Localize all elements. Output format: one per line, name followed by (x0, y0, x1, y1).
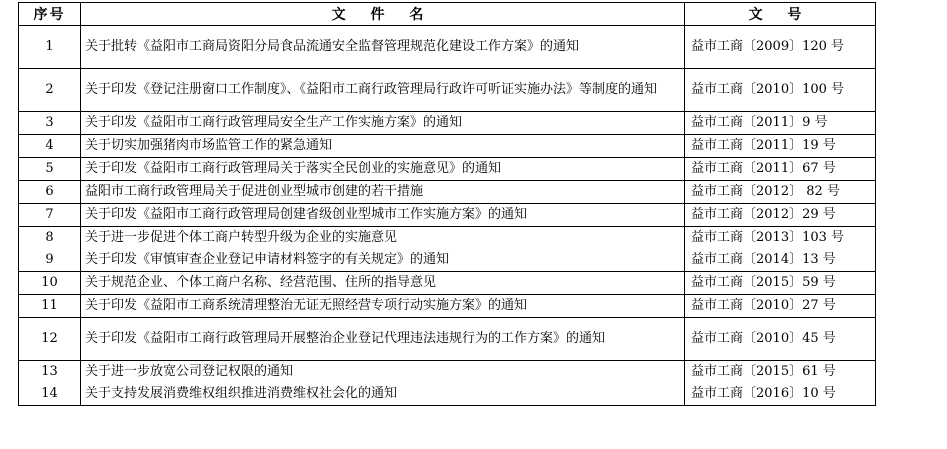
row-title: 关于规范企业、个体工商户名称、经营范围、住所的指导意见 (81, 272, 685, 295)
row-seq: 2 (19, 69, 81, 112)
table-row (19, 295, 876, 318)
header-seq: 序号 (19, 3, 81, 26)
row-title: 关于进一步促进个体工商户转型升级为企业的实施意见 (81, 227, 685, 250)
row-seq: 3 (19, 112, 81, 135)
row-docnum: 益市工商〔2010〕100 号 (685, 69, 876, 112)
row-title: 关于印发《审慎审查企业登记申请材料签字的有关规定》的通知 (81, 249, 685, 272)
header-docnum: 文 号 (685, 3, 876, 26)
table-row (19, 158, 876, 181)
row-title: 关于批转《益阳市工商局资阳分局食品流通安全监督管理规范化建设工作方案》的通知 (81, 26, 685, 69)
row-title: 关于支持发展消费维权组织推进消费维权社会化的通知 (81, 383, 685, 406)
table-row (19, 69, 876, 112)
table-row (19, 204, 876, 227)
row-docnum: 益市工商〔2016〕10 号 (685, 383, 876, 406)
row-docnum: 益市工商〔2011〕19 号 (685, 135, 876, 158)
row-seq: 12 (19, 318, 81, 361)
row-docnum: 益市工商〔2010〕45 号 (685, 318, 876, 361)
table-row (19, 112, 876, 135)
table-row (19, 227, 876, 250)
row-seq: 6 (19, 181, 81, 204)
document-list-table (18, 2, 876, 406)
row-title: 关于印发《益阳市工商行政管理局创建省级创业型城市工作实施方案》的通知 (81, 204, 685, 227)
header-title: 文 件 名 (81, 3, 685, 26)
row-title: 关于印发《益阳市工商系统清理整治无证无照经营专项行动实施方案》的通知 (81, 295, 685, 318)
row-seq: 9 (19, 249, 81, 272)
table-row (19, 26, 876, 69)
row-title: 关于印发《益阳市工商行政管理局安全生产工作实施方案》的通知 (81, 112, 685, 135)
row-docnum: 益市工商〔2009〕120 号 (685, 26, 876, 69)
row-docnum: 益市工商〔2011〕67 号 (685, 158, 876, 181)
row-seq: 13 (19, 361, 81, 384)
row-title: 关于切实加强猪肉市场监管工作的紧急通知 (81, 135, 685, 158)
row-title: 益阳市工商行政管理局关于促进创业型城市创建的若干措施 (81, 181, 685, 204)
row-docnum: 益市工商〔2015〕59 号 (685, 272, 876, 295)
row-seq: 7 (19, 204, 81, 227)
row-docnum: 益市工商〔2012〕 82 号 (685, 181, 876, 204)
row-docnum: 益市工商〔2012〕29 号 (685, 204, 876, 227)
row-title: 关于印发《益阳市工商行政管理局开展整治企业登记代理违法违规行为的工作方案》的通知 (81, 318, 685, 361)
row-seq: 11 (19, 295, 81, 318)
row-seq: 8 (19, 227, 81, 250)
row-seq: 10 (19, 272, 81, 295)
table-row (19, 383, 876, 406)
row-docnum: 益市工商〔2013〕103 号 (685, 227, 876, 250)
row-docnum: 益市工商〔2010〕27 号 (685, 295, 876, 318)
table-row (19, 181, 876, 204)
row-seq: 5 (19, 158, 81, 181)
row-title: 关于进一步放宽公司登记权限的通知 (81, 361, 685, 384)
row-title: 关于印发《益阳市工商行政管理局关于落实全民创业的实施意见》的通知 (81, 158, 685, 181)
row-seq: 4 (19, 135, 81, 158)
table-row (19, 318, 876, 361)
row-seq: 14 (19, 383, 81, 406)
table-row (19, 249, 876, 272)
row-docnum: 益市工商〔2011〕9 号 (685, 112, 876, 135)
row-title: 关于印发《登记注册窗口工作制度》、《益阳市工商行政管理局行政许可听证实施办法》等制度的通知 (81, 69, 685, 112)
table-row (19, 272, 876, 295)
table-row (19, 361, 876, 384)
row-docnum: 益市工商〔2015〕61 号 (685, 361, 876, 384)
table-row (19, 135, 876, 158)
row-docnum: 益市工商〔2014〕13 号 (685, 249, 876, 272)
table-header-row (19, 3, 876, 26)
row-seq: 1 (19, 26, 81, 69)
